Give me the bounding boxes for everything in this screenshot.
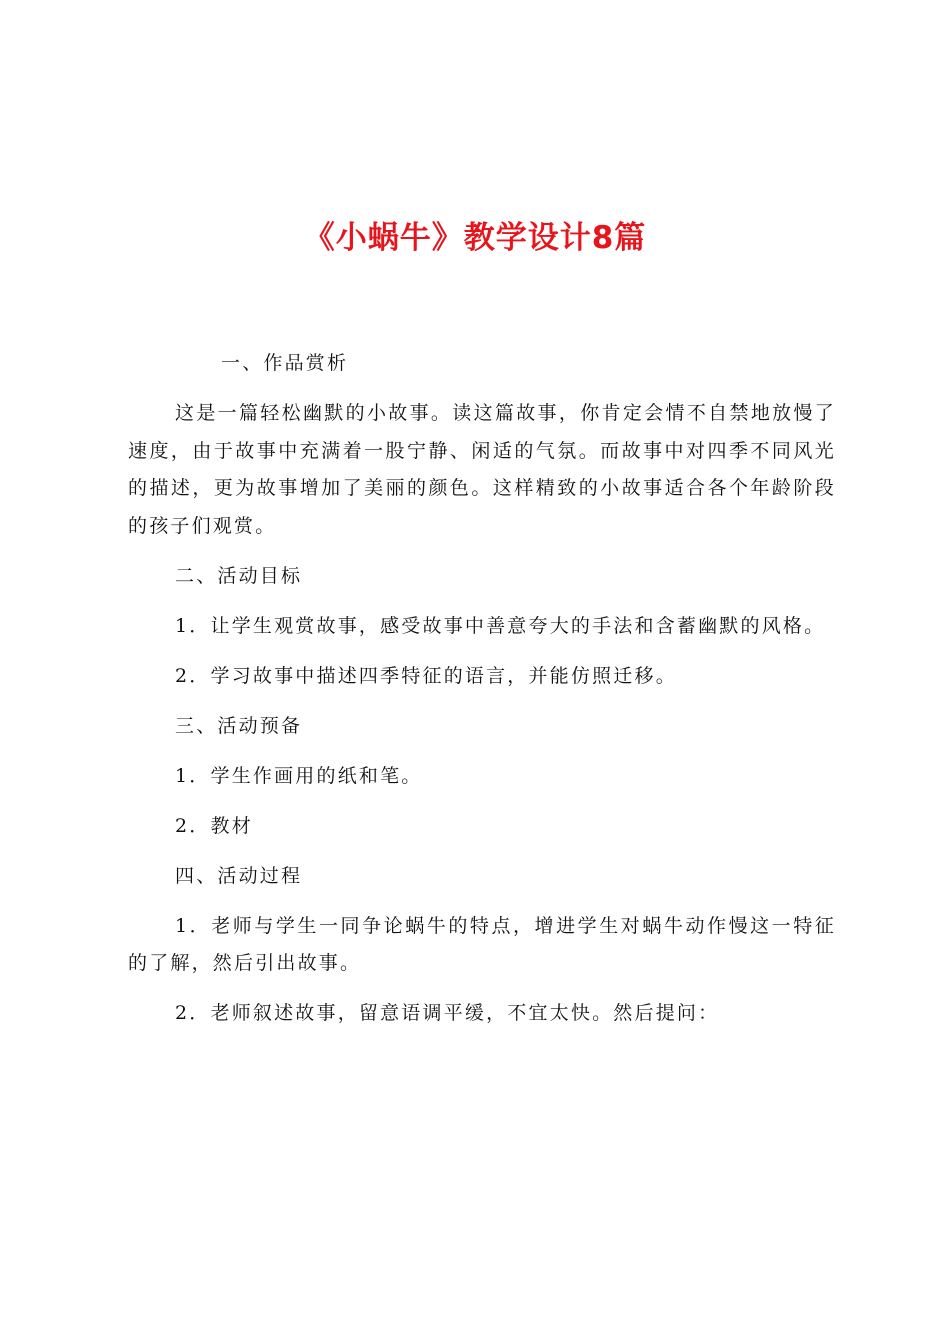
prep-item-2: 2．教材 — [175, 814, 253, 837]
paragraph-appreciation: 这是一篇轻松幽默的小故事。读这篇故事，你肯定会情不自禁地放慢了速度，由于故事中充满着一股宁静、闲适的气氛。而故事中对四季不同风光的描述，更为故事增加了美丽的颜色。这样精致的小故事适合各个年龄阶段的孩子们观赏。 — [128, 402, 836, 537]
section-heading-4: 四、活动过程 — [175, 864, 303, 887]
section-heading-2: 二、活动目标 — [175, 564, 303, 587]
section-heading-3: 三、活动预备 — [175, 714, 303, 737]
section-heading-1: 一、作品赏析 — [221, 352, 349, 374]
goal-item-1: 1．让学生观赏故事，感受故事中善意夸大的手法和含蓄幽默的风格。 — [175, 614, 826, 637]
document-title: 《小蜗牛》教学设计8篇 — [303, 220, 647, 256]
process-item-1: 1．老师与学生一同争论蜗牛的特点，增进学生对蜗牛动作慢这一特征的了解，然后引出故事。 — [128, 914, 836, 974]
process-item-2: 2．老师叙述故事，留意语调平缓，不宜太快。然后提问： — [175, 1002, 720, 1024]
prep-item-1: 1．学生作画用的纸和笔。 — [175, 764, 423, 787]
document-body — [128, 345, 836, 1045]
goal-item-2: 2．学习故事中描述四季特征的语言，并能仿照迁移。 — [175, 664, 677, 687]
